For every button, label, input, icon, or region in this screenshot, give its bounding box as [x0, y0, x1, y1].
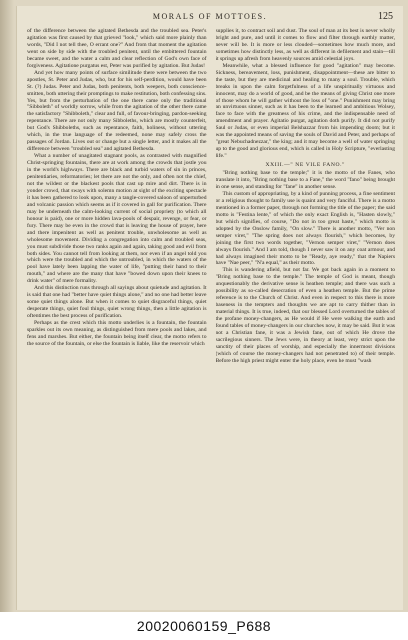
left-paragraph: Perhaps as the crest which this motto underlies is a fountain, the fountain sparkles out its own meaning, as distinguished from mere pools and lakes, and fens and marshes. But either, the fountain being itself clear, the motto refers to the source of the fountain, or else the fountain is liable, like the reservoir which: [27, 320, 207, 347]
book-gutter-shadow: [0, 0, 14, 612]
right-paragraph: This custom of appropriating, by a kind of punning process, a fine sentiment or a religious thought to family use is quaint and very fanciful. There is a motto mentioned in a former paper, through not forming the title of the paper; the said motto is "Festina lente," of which the only exact English is, "Hasten slowly," but which signifies, of course, "Do not in too great haste," which motto is adopted by the Onslow family, "On slow." There is another motto, "Ver non semper viret," "The spring does not always flourish," which becomes, by joining the first two words together, "Vernon semper viret," "Vernon does always flourish." And I am told, though I never saw it on any coat armour, and had always imagined their motto to be "Ready, aye ready," that the Napiers have "Nae peer," "N'a equal," as their motto.: [215, 190, 395, 267]
left-paragraph: And this distinction runs through all sayings about quietude and agitation. It is said that one had "better have quiet things alone," and no one had better leave some quiet things alone. But when it comes to quiet disgraceful things, quiet desperate things, quiet foul things, quiet wrong things, then a little agitation is oftentimes the best process of purification.: [27, 285, 207, 320]
left-paragraph: And yet how many points of surface similitude there were between the two apostles, St. Peter and Judas, who, but for his self-perdition, would have been St. (?) Judas. Peter and Judas, both penitents, both weepers, both conscience-smitten, both uttering their promptings to make restitution, both confessing sins. Yes, but from the perturbation of the one there came only the traditional "Sibboleth" of worldly sorrow, while from the agitation of the other there came the satisfactory "Shibboleth," clear and full, of favour-bringing, pardon-seeking repentance. There are not only many Sibboleths, which are mostly counterfeit, but God's Shibboleths, such as repentance, faith, holiness, without uttering which, in the true language of the redeemed, none may safely cross the passages of Jordan. Lives out or change but a single letter, and it makes all the difference between "troubled sea" and agitated Bethesda.: [27, 69, 207, 153]
right-paragraph: supplies it, to contract soil and dust. The soul of man at its best is never wholly bright and pure, and until it comes to flow and filter through earthly matter, never will be. It is more or less clouded—sometimes how much more, and sometimes how distinctly less, as well as different in defilement and stain—till it springs up afresh from heavenly sources amid celestial joys.: [215, 28, 395, 62]
book-page: [16, 6, 403, 610]
running-title: MORALS OF MOTTOES.: [152, 12, 268, 21]
image-caption: 20020060159_P688: [136, 618, 272, 634]
right-column: [216, 28, 396, 606]
text-columns: [27, 28, 395, 606]
section-heading: XXIII.—" NE VILE FANO.": [265, 162, 346, 169]
right-paragraph: Meanwhile, what a blessed influence for good "agitation" may become. Sickness, bereavement, loss, punishment, disappointment—these are bitter to the taste, but they are medicinal and healing to many a soul. Trouble, which breaks in upon the calm forgetfulness of a life unspiritually virtuous and innocent, may do a world of good, and be the means of giving Christ one more of those whom he will gather without the loss of "one." Punishment may bring an unvirtuous sinner, such as it has been to the learned and ambitious Wolsey, face to face with the greatness of his crime, and the indispensable need of amendment and prayer. Agitatio purgat, agitation doth purify. It did not purify Saul or Judas, or even imperial Belshazzar from his impending doom; but it was the appointed means of saving the souls of David and Peter, and perhaps of "great Nebuchadnezzar," the king; and it may become a well of water springing up to the good and glorious end, which is called in Holy Scripture, "everlasting life.": [215, 62, 395, 160]
right-paragraph: "Bring nothing base to the temple;" it is the motto of the Fanes, who translate it into, "Bring nothing base to a Fane," the word "fano" being brought in one sense, and standing for "fane" in another sense.: [215, 170, 395, 190]
page-number: 125: [378, 11, 393, 22]
running-head: [17, 12, 403, 26]
left-column: [27, 28, 207, 606]
left-paragraph: What a number of unagitated stagnant pools, as contrasted with magnified Christ-springing fountains, there are at work among the crowds that jostle you in the world's highways. There are black and turbid waters of sin in princes, penitentiaries, reformatories; let there are not the only, and often not the chief, not the wildest or the blackest pools that cast up mire and dirt. There is in yonder crowd, that sways with solemn motion at sight of the exciting spectacle it has been gathered to look upon, many a tangle-covered saloon of unperturbed and volcanic passion which seems as if it covered in gall for purification. There may be underneath the calm-looking current of social propriety (to which all honour is paid), one or more hidden lava-pools of despair, revenge, or fear, or fury. There may be even in the crowd that is leaving the house of prayer, here and there impenitent as well as penitent trouble, unwholesome as well as wholesome movement. Dividing a congregation into calm and troubled seas, you must subdivide those two ranks again and again, taking good and evil from both sides. You cannot tell from looking at them, nor even if an angel told you which were the troubled and which the untroubled, in which the waters of the pool have lately been lapping the water of life, "putting their hand to their mouth," and where are the many that have "bowed down upon their knees to drink water" of mere formality.: [27, 153, 207, 285]
right-paragraph: This is wandering afield, but not far. We got back again in a moment to "Bring nothing base to the temple." The temple of God is meant, though unquestionably the derivative sense is heathen temple; and there was such a possibility as so-called desecration of even a heathen temple. But the prime reference is to the Church of Christ. And even in respect to this there is more baseness in the tempters and thoughts we are apt to carry thither than in material things. It is true, indeed, that our blessed Lord overturned the tables of the profane money-changers, as He would if He were walking the earth and found tables of money-changers in our churches now, it may be said. But it was not a Christian fane, it was a Jewish fane, out of which He drove the sacrilegious sinners. The Jews were, in theory at least, very strict upon the sanctity of their places of worship, and especially the innermost divisions (which of course the money-changers had not penetrated to) of their temple. Before the high priest might enter the holy place, even he must "wash: [215, 267, 395, 364]
left-paragraph: of the difference between the agitated Bethesda and the troubled sea. Peter's agitation was first caused by that grieved "look," which said more plainly than words, "Did I not tell thee, O errant one?" And from that moment the agitation went on side by side with the troubled penitent, until the embittered fountain became sweet, and the water a calm and clear reflection of God's own face of forgiveness. Agitatione purgatus est, Peter was purified by agitation. But Judas!: [27, 28, 207, 69]
